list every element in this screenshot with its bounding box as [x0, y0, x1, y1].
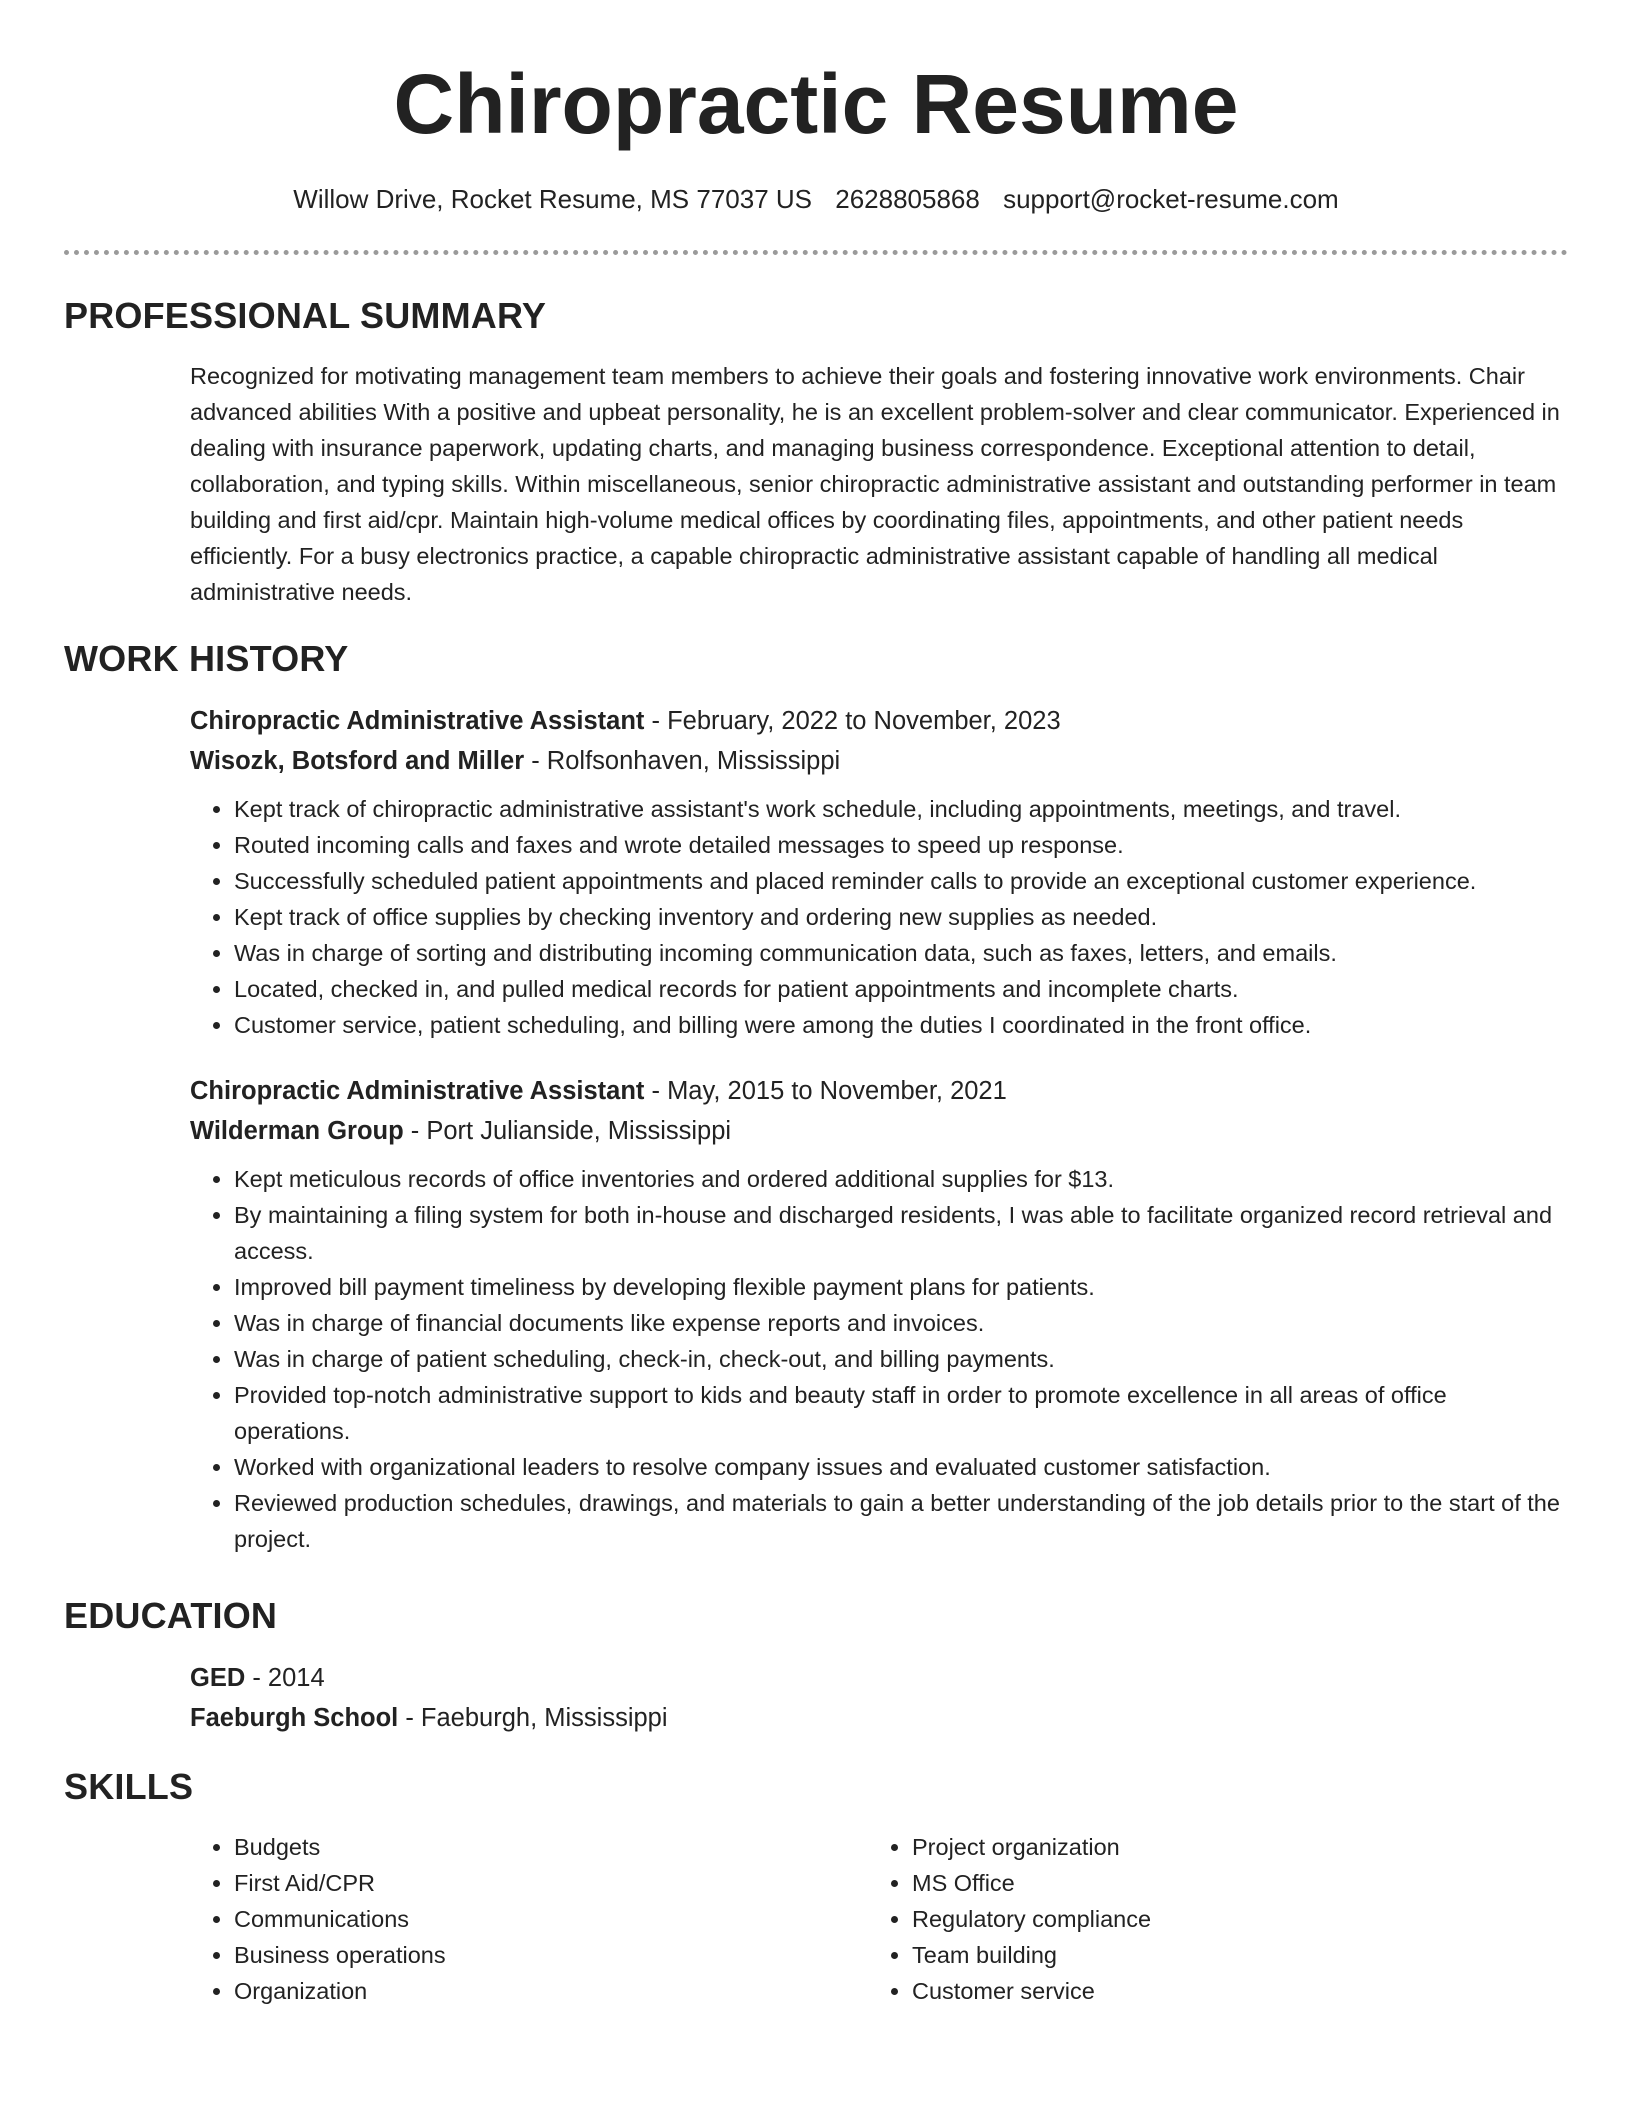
- skills-column-right: [868, 1829, 1546, 2009]
- job-bullet: • Worked with organizational leaders to resolve company issues and evaluated customer satisfaction.: [234, 1449, 1568, 1485]
- education-section: [64, 1594, 1568, 1738]
- job-bullet: • Successfully scheduled patient appointments and placed reminder calls to provide an exceptional customer experience.: [234, 863, 1568, 899]
- job-bullet: • Kept track of chiropractic administrative assistant's work schedule, including appointments, meetings, and travel.: [234, 791, 1568, 827]
- skills-grid: [190, 1829, 1568, 2009]
- resume-page: [64, 0, 1568, 2004]
- job-location: - Rolfsonhaven, Mississippi: [524, 747, 841, 775]
- job-bullet: • Was in charge of sorting and distributing incoming communication data, such as faxes, letters, and emails.: [234, 935, 1568, 971]
- job-entry: [190, 1071, 1568, 1557]
- skill-item: • Project organization: [912, 1829, 1546, 1865]
- summary-heading: PROFESSIONAL SUMMARY: [64, 295, 547, 336]
- education-year: - 2014: [245, 1664, 325, 1692]
- skill-item: • Budgets: [234, 1829, 868, 1865]
- skill-item: • Regulatory compliance: [912, 1901, 1546, 1937]
- job-bullet: • Was in charge of financial documents like expense reports and invoices.: [234, 1305, 1568, 1341]
- skill-item: • Team building: [912, 1937, 1546, 1973]
- job-bullet: • By maintaining a filing system for both in-house and discharged residents, I was able to facilitate organized record retrieval and access.: [234, 1197, 1568, 1269]
- skill-item: • MS Office: [912, 1865, 1546, 1901]
- job-bullet: • Located, checked in, and pulled medical records for patient appointments and incomplete charts.: [234, 971, 1568, 1007]
- contact-email: support@rocket-resume.com: [1003, 184, 1339, 214]
- job-bullets: [190, 1161, 1568, 1557]
- job-bullet: • Was in charge of patient scheduling, check-in, check-out, and billing payments.: [234, 1341, 1568, 1377]
- skills-body: [190, 1829, 1568, 2009]
- job-bullet: • Customer service, patient scheduling, and billing were among the duties I coordinated in the front office.: [234, 1007, 1568, 1043]
- job-company-line: [190, 1111, 1568, 1151]
- skills-heading: SKILLS: [64, 1766, 194, 1807]
- job-company-line: [190, 741, 1568, 781]
- education-degree: GED: [190, 1664, 246, 1692]
- job-bullet: • Improved bill payment timeliness by developing flexible payment plans for patients.: [234, 1269, 1568, 1305]
- skill-item: • Customer service: [912, 1973, 1546, 2009]
- skill-item: • Communications: [234, 1901, 868, 1937]
- education-school-line: [190, 1698, 1568, 1738]
- contact-address: Willow Drive, Rocket Resume, MS 77037 US: [293, 184, 812, 214]
- job-company: Wilderman Group: [190, 1117, 404, 1145]
- education-location: - Faeburgh, Mississippi: [398, 1704, 668, 1732]
- job-bullet: • Kept track of office supplies by checking inventory and ordering new supplies as needed.: [234, 899, 1568, 935]
- job-position: Chiropractic Administrative Assistant: [190, 1077, 645, 1105]
- contact-line: [64, 181, 1568, 217]
- education-school: Faeburgh School: [190, 1704, 399, 1732]
- job-entry: [190, 701, 1568, 1043]
- skill-item: • Organization: [234, 1973, 868, 2009]
- summary-section: [64, 294, 1568, 610]
- summary-body: [190, 358, 1568, 610]
- skill-item: • First Aid/CPR: [234, 1865, 868, 1901]
- job-bullet: • Reviewed production schedules, drawings, and materials to gain a better understanding of the job details prior to the start of the project.: [234, 1485, 1568, 1557]
- header-divider: [64, 250, 1568, 255]
- summary-text: Recognized for motivating management team members to achieve their goals and fostering innovative work environments. Chair advanced abilities With a positive and upbeat personality, he is an excellent problem-solver and clear communicator. Experienced in dealing with insurance paperwork, updating charts, and managing business correspondence. Exceptional attention to detail, collaboration, and typing skills. Within miscellaneous, senior chiropractic administrative assistant and outstanding performer in team building and first aid/cpr. Maintain high-volume medical offices by coordinating files, appointments, and other patient needs efficiently. For a busy electronics practice, a capable chiropractic administrative assistant capable of handling all medical administrative needs.: [190, 363, 1560, 605]
- education-degree-line: [190, 1658, 1568, 1698]
- job-bullet: • Routed incoming calls and faxes and wrote detailed messages to speed up response.: [234, 827, 1568, 863]
- job-position: Chiropractic Administrative Assistant: [190, 707, 645, 735]
- job-bullets: [190, 791, 1568, 1043]
- skills-section: [64, 1765, 1568, 2009]
- resume-title: Chiropractic Resume: [393, 57, 1239, 151]
- job-company: Wisozk, Botsford and Miller: [190, 747, 525, 775]
- work-history-heading: WORK HISTORY: [64, 638, 349, 679]
- job-title-line: [190, 701, 1568, 741]
- work-history-section: [64, 637, 1568, 1557]
- skill-item: • Business operations: [234, 1937, 868, 1973]
- education-entry: [190, 1658, 1568, 1738]
- job-bullet: • Provided top-notch administrative support to kids and beauty staff in order to promote excellence in all areas of office operations.: [234, 1377, 1568, 1449]
- skills-column-left: [190, 1829, 868, 2009]
- job-dates: - February, 2022 to November, 2023: [644, 707, 1061, 735]
- education-heading: EDUCATION: [64, 1595, 278, 1636]
- contact-phone: 2628805868: [835, 184, 980, 214]
- job-location: - Port Julianside, Mississippi: [403, 1117, 732, 1145]
- job-bullet: • Kept meticulous records of office inventories and ordered additional supplies for $13.: [234, 1161, 1568, 1197]
- job-dates: - May, 2015 to November, 2021: [644, 1077, 1007, 1105]
- job-title-line: [190, 1071, 1568, 1111]
